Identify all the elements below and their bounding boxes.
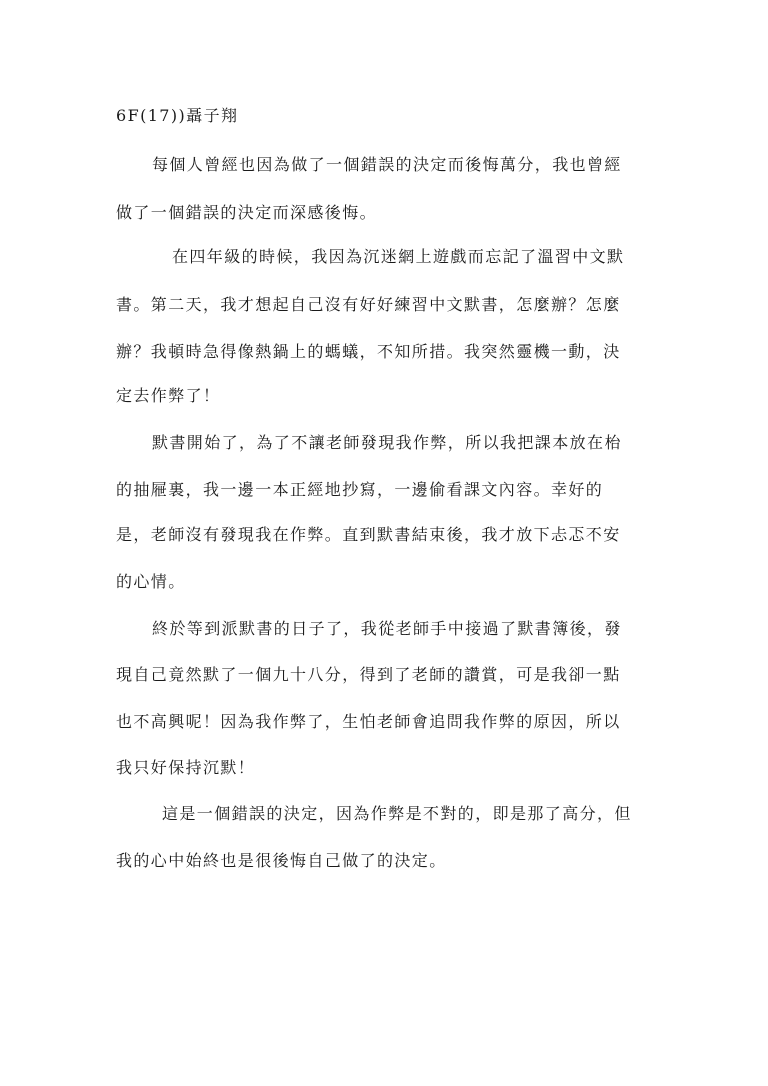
paragraph-4-line-2: 現自己竟然默了一個九十八分，得到了老師的讚賞，可是我卻一點 <box>116 665 621 684</box>
paragraph-3-line-2: 的抽屜裏，我一邊一本正經地抄寫，一邊偷看課文內容。幸好的 <box>116 480 604 499</box>
paragraph-4-line-1: 終於等到派默書的日子了，我從老師手中接過了默書簿後，發 <box>152 619 622 638</box>
paragraph-1-line-1: 每個人曾經也因為做了一個錯誤的決定而後悔萬分，我也曾經 <box>152 155 622 174</box>
paragraph-5-line-2: 我的心中始終也是很後悔自己做了的決定。 <box>116 851 447 870</box>
paragraph-4-line-4: 我只好保持沉默！ <box>116 758 256 777</box>
paragraph-1-line-2: 做了一個錯誤的決定而深感後悔。 <box>116 203 378 222</box>
document-heading: 6F(17))聶子翔 <box>116 106 239 125</box>
paragraph-5-line-1: 這是一個錯誤的決定，因為作弊是不對的，即是那了高分，但 <box>162 804 632 823</box>
paragraph-2-line-4: 定去作弊了！ <box>116 386 221 405</box>
paragraph-2-line-2: 書。第二天，我才想起自己沒有好好練習中文默書，怎麼辦？怎麼 <box>116 295 621 314</box>
paragraph-3-line-3: 是，老師沒有發現我在作弊。直到默書結束後，我才放下忐忑不安 <box>116 525 621 544</box>
paragraph-2-line-3: 辦？我頓時急得像熱鍋上的螞蟻，不知所措。我突然靈機一動，決 <box>116 342 621 361</box>
paragraph-4-line-3: 也不高興呢！因為我作弊了，生怕老師會追問我作弊的原因，所以 <box>116 712 621 731</box>
paragraph-3-line-4: 的心情。 <box>116 572 186 591</box>
paragraph-2-line-1: 在四年級的時候，我因為沉迷網上遊戲而忘記了溫習中文默 <box>172 247 625 266</box>
paragraph-3-line-1: 默書開始了，為了不讓老師發現我作弊，所以我把課本放在枱 <box>152 433 622 452</box>
